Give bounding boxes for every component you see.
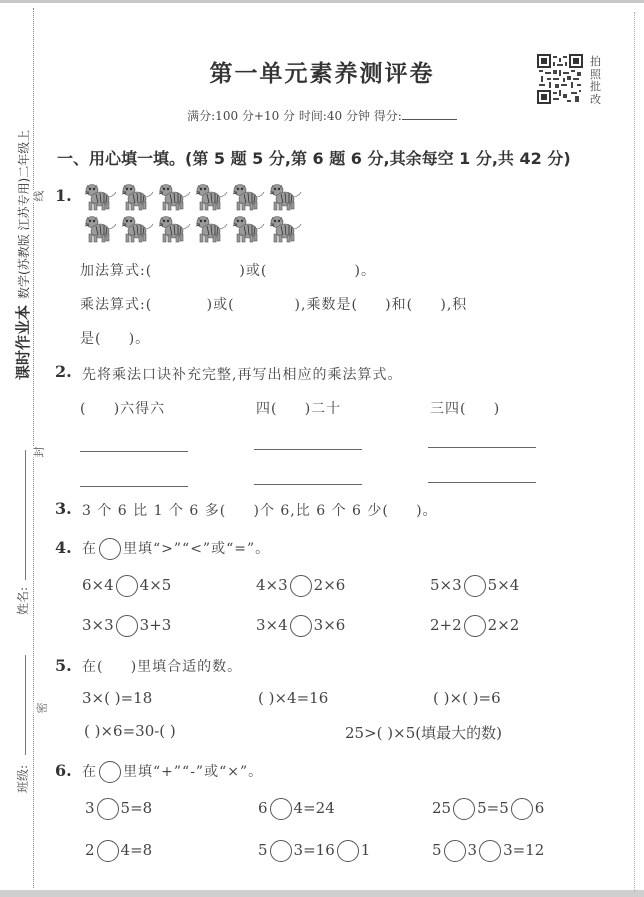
tiger-icon — [157, 182, 191, 211]
answer-circle[interactable] — [464, 575, 486, 597]
scan-border-bottom — [0, 890, 644, 897]
expr-left: 3×3 — [82, 616, 114, 634]
answer-circle[interactable] — [453, 798, 475, 820]
expr-left: 4×3 — [256, 576, 288, 594]
operator-item — [258, 798, 335, 820]
name-field[interactable] — [25, 450, 26, 580]
class-label: 班级: — [16, 764, 30, 793]
expr-right: 5×4 — [487, 576, 520, 594]
expr-left: 2+2 — [430, 616, 462, 634]
scan-border-top — [0, 0, 644, 3]
operand: 6 — [258, 799, 268, 817]
answer-blank[interactable] — [428, 482, 536, 483]
operand: 4=8 — [120, 841, 153, 859]
tiger-illustration — [83, 182, 305, 244]
tiger-icon — [268, 182, 302, 211]
expr-right: 2×6 — [313, 576, 346, 594]
compare-item — [256, 575, 345, 597]
question-number: 6. — [55, 761, 72, 780]
answer-blank[interactable] — [80, 451, 188, 452]
tiger-icon — [83, 182, 117, 211]
operand: 5 — [258, 841, 268, 859]
answer-circle[interactable] — [511, 798, 533, 820]
answer-circle[interactable] — [290, 615, 312, 637]
tiger-icon — [231, 182, 265, 211]
q2-item-2: 四( )二十 — [256, 401, 342, 417]
question-number: 3. — [55, 499, 72, 518]
score-field[interactable] — [402, 119, 457, 120]
q1-product-line: 是( )。 — [80, 331, 151, 347]
operand: 3 — [85, 799, 95, 817]
q2-item-1: ( )六得六 — [80, 401, 166, 417]
operator-item — [432, 798, 544, 820]
answer-circle[interactable] — [116, 575, 138, 597]
tiger-icon — [231, 214, 265, 243]
qr-caption-char: 批 — [590, 80, 601, 93]
operand: 25 — [432, 799, 452, 817]
book-name: 课时作业本 — [14, 304, 32, 380]
compare-item — [430, 615, 519, 637]
answer-circle[interactable] — [116, 615, 138, 637]
answer-circle[interactable] — [97, 840, 119, 862]
tiger-icon — [194, 214, 228, 243]
tiger-icon — [83, 214, 117, 243]
qr-caption — [590, 56, 604, 106]
fill-item: ( )×6=30-( ) — [84, 722, 176, 740]
fill-item: ( )×4=16 — [258, 689, 329, 707]
qr-caption-char: 拍 — [590, 55, 601, 68]
question-number: 5. — [55, 656, 72, 675]
tiger-icon — [268, 214, 302, 243]
q4-prompt-pre: 在 — [82, 541, 97, 557]
operand: 3=12 — [503, 841, 545, 859]
fill-item: 25>( )×5(填最大的数) — [345, 724, 502, 742]
compare-item — [82, 615, 171, 637]
answer-circle[interactable] — [270, 840, 292, 862]
operand: 4=24 — [293, 799, 335, 817]
question-number: 1. — [55, 186, 72, 205]
fill-item: ( )×( )=6 — [433, 689, 501, 707]
answer-blank[interactable] — [80, 486, 188, 487]
expr-left: 6×4 — [82, 576, 114, 594]
answer-circle[interactable] — [464, 615, 486, 637]
q6-prompt — [82, 761, 263, 783]
answer-circle[interactable] — [97, 798, 119, 820]
answer-circle[interactable] — [290, 575, 312, 597]
q1-addition-line: 加法算式:( )或( )。 — [80, 263, 376, 279]
seal-mark-mi: 密 — [35, 702, 49, 714]
q1-multiplication-line: 乘法算式:( )或( ),乘数是( )和( ),积 — [80, 297, 468, 313]
operand: 1 — [360, 841, 371, 859]
exam-meta — [0, 107, 644, 124]
q3-text: 3 个 6 比 1 个 6 多( )个 6,比 6 个 6 少( )。 — [82, 503, 438, 519]
operand: 3 — [467, 841, 478, 859]
tiger-icon — [120, 214, 154, 243]
q6-prompt-post: 里填“+”“-”或“×”。 — [123, 764, 264, 780]
book-label — [12, 130, 33, 380]
qr-code-icon[interactable] — [537, 54, 583, 104]
compare-item — [256, 615, 345, 637]
name-label: 姓名: — [16, 586, 30, 615]
class-field[interactable] — [25, 655, 26, 755]
tiger-icon — [120, 182, 154, 211]
answer-blank[interactable] — [254, 484, 362, 485]
qr-caption-char: 照 — [590, 67, 601, 81]
operand: 6 — [534, 799, 545, 817]
answer-blank[interactable] — [428, 447, 536, 448]
q2-item-3: 三四( ) — [430, 401, 501, 417]
circle-icon — [99, 538, 121, 560]
section-heading: 一、用心填一填。(第 5 题 5 分,第 6 题 6 分,其余每空 1 分,共 42 分) — [57, 149, 571, 168]
page-title: 第一单元素养测评卷 — [209, 60, 435, 87]
q6-prompt-pre: 在 — [82, 764, 97, 780]
operand: 5=8 — [120, 799, 153, 817]
tiger-icon — [194, 182, 228, 211]
q4-prompt-post: 里填“>”“<”或“=”。 — [123, 541, 271, 557]
expr-right: 3+3 — [139, 616, 172, 634]
q2-prompt: 先将乘法口诀补充完整,再写出相应的乘法算式。 — [82, 367, 403, 383]
answer-circle[interactable] — [444, 840, 466, 862]
answer-circle[interactable] — [270, 798, 292, 820]
expr-right: 4×5 — [139, 576, 172, 594]
answer-circle[interactable] — [337, 840, 359, 862]
operand: 5=5 — [477, 799, 509, 817]
book-subtitle: 数学(苏教版 江苏专用)二年级上 — [17, 129, 31, 299]
operator-item — [85, 840, 152, 862]
operator-item — [432, 840, 544, 862]
expr-right: 3×6 — [313, 616, 346, 634]
expr-right: 2×2 — [487, 616, 520, 634]
q5-prompt: 在( )里填合适的数。 — [82, 659, 243, 675]
q4-prompt — [82, 538, 270, 560]
answer-blank[interactable] — [254, 449, 362, 450]
operand: 5 — [432, 841, 442, 859]
question-number: 4. — [55, 538, 72, 557]
answer-circle[interactable] — [479, 840, 501, 862]
operator-item — [258, 840, 370, 862]
operator-item — [85, 798, 152, 820]
operand: 3=16 — [293, 841, 335, 859]
expr-left: 3×4 — [256, 616, 288, 634]
qr-caption-char: 改 — [590, 92, 601, 106]
compare-item — [430, 575, 519, 597]
circle-icon — [99, 761, 121, 783]
expr-left: 5×3 — [430, 576, 462, 594]
operand: 2 — [85, 841, 95, 859]
tiger-icon — [157, 214, 191, 243]
seal-mark-xian: 线 — [32, 190, 46, 202]
seal-mark-feng: 封 — [32, 446, 46, 458]
fill-item: 3×( )=18 — [82, 689, 153, 707]
question-number: 2. — [55, 362, 72, 381]
page-edge-dotted-line — [634, 12, 635, 892]
exam-meta-text: 满分:100 分+10 分 时间:40 分钟 得分: — [187, 109, 402, 123]
compare-item — [82, 575, 171, 597]
